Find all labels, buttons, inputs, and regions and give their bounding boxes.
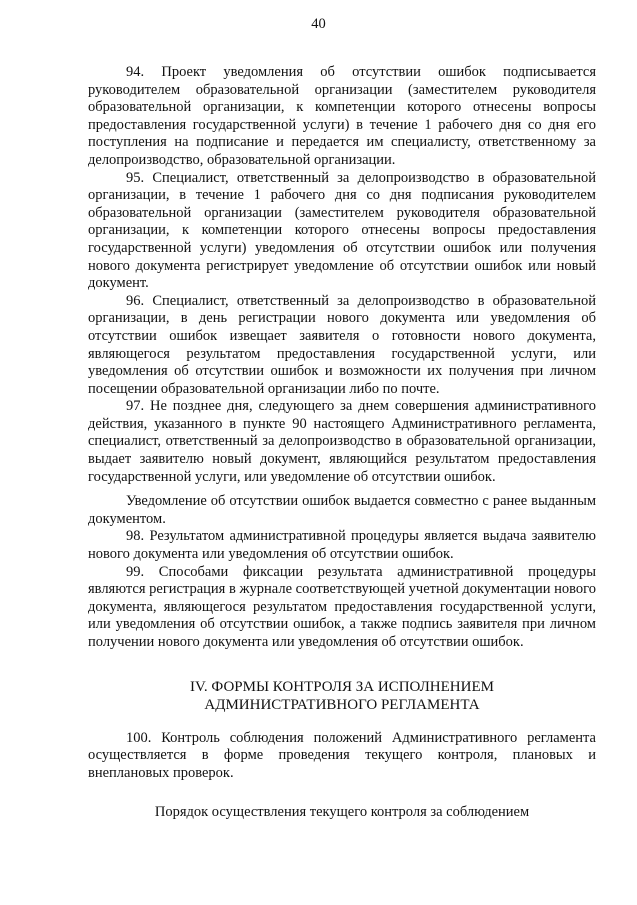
paragraph-97: 97. Не позднее дня, следующего за днем совершения административного действия, указанного в пункте 90 настоящего Административного регламента, специалист, ответственный за делопроизводство в образовательной организации, выдает заявителю новый документ, являющийся результатом предоставления государственной услуги, или уведомление об отсутствии ошибок. <box>88 398 596 485</box>
paragraph-95: 95. Специалист, ответственный за делопроизводство в образовательной организации, в течение 1 рабочего дня со дня подписания руководителем образовательной организации (заместителем руководителя образовательной организации, к компетенции которого отнесены вопросы предоставления государственной услуги) уведомления об отсутствии ошибок или получения нового документа регистрирует уведомление об отсутствии ошибок или новый документ. <box>88 169 596 292</box>
section-heading <box>88 678 596 714</box>
paragraph-94: 94. Проект уведомления об отсутствии ошибок подписывается руководителем образовательной организации (заместителем руководителя образовательной организации, к компетенции которого отнесены вопросы предоставления государственной услуги) в течение 1 рабочего дня со дня его поступления на подписание и передается им специалисту, ответственному за делопроизводство, образовательной организации. <box>88 64 596 168</box>
paragraph-96: 96. Специалист, ответственный за делопроизводство в образовательной организации, в день регистрации нового документа или уведомления об отсутствии ошибок извещает заявителя о готовности нового документа, являющегося результатом предоставления государственной услуги, или уведомления об отсутствии ошибок и возможности их получения при личном посещении образовательной организации либо по почте. <box>88 292 596 397</box>
paragraph-notice: Уведомление об отсутствии ошибок выдается совместно с ранее выданным документом. <box>88 493 596 527</box>
section-heading-line2: АДМИНИСТРАТИВНОГО РЕГЛАМЕНТА <box>204 696 480 713</box>
page-number: 40 <box>311 16 326 32</box>
paragraph-99: 99. Способами фиксации результата административной процедуры являются регистрация в журнале соответствующей учетной документации нового документа, являющегося результатом предоставления государственной услуги, или уведомления об отсутствии ошибок, а также подпись заявителя при личном получении нового документа или уведомления об отсутствии ошибок. <box>88 563 596 650</box>
paragraph-100: 100. Контроль соблюдения положений Административного регламента осуществляется в форме проведения текущего контроля, плановых и внеплановых проверок. <box>88 729 596 781</box>
section-heading-line1: IV. ФОРМЫ КОНТРОЛЯ ЗА ИСПОЛНЕНИЕМ <box>190 678 494 695</box>
paragraph-98: 98. Результатом административной процедуры является выдача заявителю нового документа или уведомления об отсутствии ошибок. <box>88 528 596 563</box>
document-body <box>88 64 596 822</box>
subsection-heading: Порядок осуществления текущего контроля за соблюдением <box>154 804 530 821</box>
